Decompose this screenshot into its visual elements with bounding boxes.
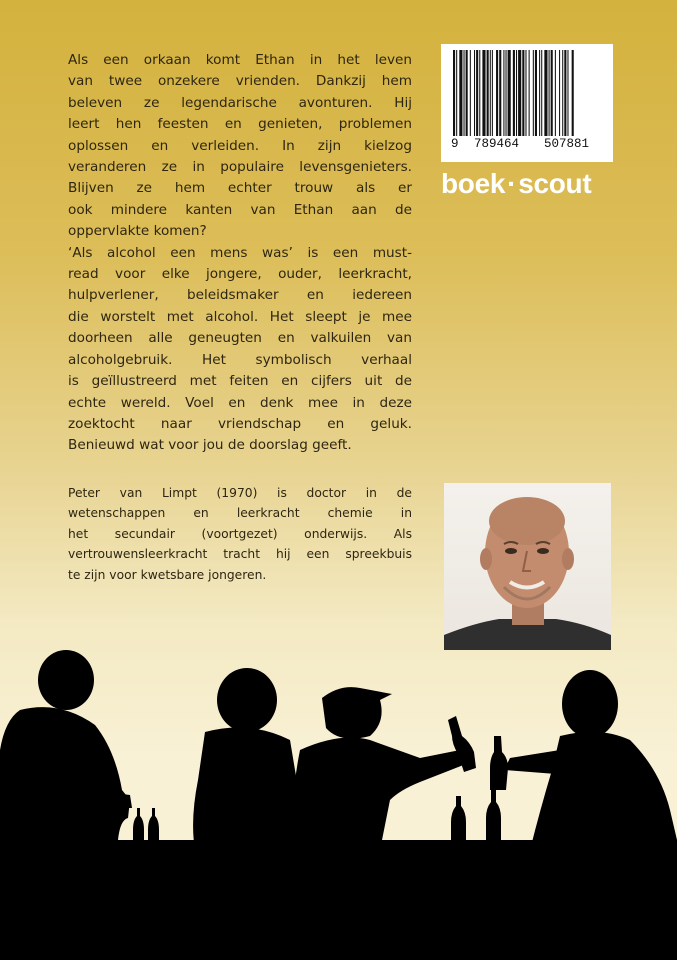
- barcode-bar: [541, 50, 542, 136]
- isbn-prefix: 9: [451, 137, 459, 151]
- blurb-line: beleven ze legendarische avonturen. Hij: [68, 94, 412, 111]
- author-bio: [68, 483, 412, 585]
- blurb-line: is geïllustreerd met feiten en cijfers uit de: [68, 373, 412, 390]
- barcode-bar: [466, 50, 468, 136]
- barcode-bar: [529, 50, 530, 136]
- barcode-bar: [506, 50, 507, 136]
- barcode-bar: [464, 50, 465, 136]
- barcode-bar: [492, 50, 493, 136]
- author-photo: [444, 483, 611, 650]
- blurb-line: alcoholgebruik. Het symbolisch verhaal: [68, 351, 412, 368]
- author-bio-line: vertrouwensleerkracht tracht hij een spreekbuis: [68, 547, 412, 562]
- blurb-text: [68, 50, 412, 457]
- barcode-bar: [474, 50, 475, 136]
- logo-boek: boek: [441, 168, 506, 199]
- barcode-bar: [479, 50, 480, 136]
- isbn-group-2: 507881: [544, 137, 590, 151]
- barcode-bar: [518, 50, 521, 136]
- barcode-bar: [572, 50, 574, 136]
- blurb-line: oppervlakte komen?: [68, 223, 207, 240]
- logo-scout: scout: [518, 168, 592, 199]
- barcode-bar: [499, 50, 501, 136]
- blurb-line: zoektocht naar vriendschap en geluk.: [68, 415, 412, 432]
- barcode-bar: [533, 50, 534, 136]
- barcode-bar: [487, 50, 489, 136]
- blurb-line: die worstelt met alcohol. Het sleept je mee: [68, 308, 412, 325]
- barcode-bar: [535, 50, 537, 136]
- barcode-bar: [551, 50, 553, 136]
- blurb-line: hulpverlener, beleidsmaker en iedereen: [68, 287, 412, 304]
- isbn-group-1: 789464: [474, 137, 520, 151]
- barcode-bar: [482, 50, 485, 136]
- blurb-line: Benieuwd wat voor jou de doorslag geeft.: [68, 437, 352, 454]
- barcode-bar: [508, 50, 511, 136]
- blurb-line: veranderen ze in populaire levensgenieters.: [68, 159, 412, 176]
- drinking-friends-silhouette: [0, 640, 677, 960]
- blurb-line: echte wereld. Voel en denk mee in deze: [68, 394, 412, 411]
- publisher-logo: [441, 168, 616, 204]
- barcode-bar: [470, 50, 471, 136]
- blurb-line: ‘Als alcohol een mens was’ is een must-: [68, 244, 412, 261]
- barcode-bar: [555, 50, 556, 136]
- barcode-bar: [503, 50, 504, 136]
- barcode-bar: [544, 50, 547, 136]
- barcode-bar: [453, 50, 455, 136]
- barcode-bar: [564, 50, 566, 136]
- blurb-line: Als een orkaan komt Ethan in het leven: [68, 52, 412, 68]
- isbn-number: [441, 137, 613, 157]
- barcode-bar: [549, 50, 550, 136]
- barcode-bar: [525, 50, 526, 136]
- barcode-bar: [559, 50, 560, 136]
- barcode-bars: [453, 50, 601, 138]
- blurb-line: ook mindere kanten van Ethan aan de: [68, 201, 412, 218]
- logo-dot: ·: [507, 168, 517, 199]
- barcode-bar: [513, 50, 515, 136]
- barcode-bar: [567, 50, 568, 136]
- barcode-bar: [522, 50, 524, 136]
- barcode-bar: [476, 50, 478, 136]
- barcode-bar: [516, 50, 517, 136]
- author-bio-line: Peter van Limpt (1970) is doctor in de: [68, 486, 412, 500]
- barcode-bar: [562, 50, 563, 136]
- blurb-line: van twee onzekere vrienden. Dankzij hem: [68, 73, 412, 90]
- blurb-line: doorheen alle geneugten en valkuilen van: [68, 330, 412, 347]
- blurb-line: Blijven ze hem echter trouw als er: [68, 180, 412, 197]
- barcode-bar: [459, 50, 462, 136]
- barcode-bar: [456, 50, 457, 136]
- author-bio-line: wetenschappen en leerkracht chemie in: [68, 506, 412, 521]
- blurb-line: leert hen feesten en genieten, problemen: [68, 116, 412, 133]
- barcode-bar: [539, 50, 540, 136]
- blurb-line: oplossen en verleiden. In zijn kielzog: [68, 137, 412, 154]
- author-bio-line: het secundair (voortgezet) onderwijs. Als: [68, 526, 412, 541]
- author-portrait: [444, 483, 611, 650]
- barcode: [441, 44, 613, 162]
- author-bio-line: te zijn voor kwetsbare jongeren.: [68, 567, 267, 582]
- barcode-bar: [490, 50, 491, 136]
- barcode-bar: [496, 50, 498, 136]
- blurb-line: read voor elke jongere, ouder, leerkracht,: [68, 266, 412, 283]
